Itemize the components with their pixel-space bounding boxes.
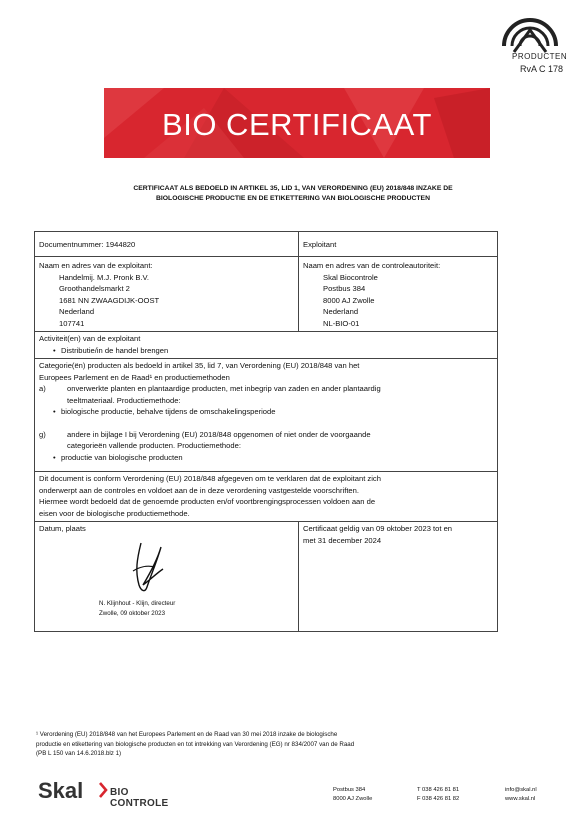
category-text: teeltmateriaal. Productiemethode: <box>67 395 181 405</box>
authority-line: 8000 AJ Zwolle <box>323 295 375 305</box>
heading-line: BIOLOGISCHE PRODUCTIE EN DE ETIKETTERING VAN BIOLOGISCHE PRODUCTEN <box>155 195 431 202</box>
operator-label: Naam en adres van de exploitant: <box>39 261 153 270</box>
footer-web[interactable]: www.skal.nl <box>505 796 536 802</box>
activities-row <box>35 331 497 358</box>
statement-row <box>35 471 497 521</box>
doc-row <box>35 232 497 256</box>
logo-subtitle: BIO CONTROLE <box>110 787 169 809</box>
operator-cell <box>35 257 299 331</box>
footnote-line: (PB L 150 van 14.6.2018.blz 1) <box>36 750 122 757</box>
authority-line: Postbus 384 <box>323 284 366 293</box>
heading-line: CERTIFICAAT ALS BEDOELD IN ARTIKEL 35, LID 1, VAN VERORDENING (EU) 2018/848 INZAKE DE <box>133 185 453 192</box>
footer-tel: T 038 426 81 81 <box>417 787 460 793</box>
logo-wordmark: Skal <box>38 778 84 803</box>
activity-item: • Distributie/in de handel brengen <box>39 345 493 357</box>
signature-label: Datum, plaats <box>39 524 86 533</box>
footnote-line: ¹ Verordening (EU) 2018/848 van het Europees Parlement en de Raad van 30 mei 2018 inzake de biologische <box>36 731 338 738</box>
authority-line: Skal Biocontrole <box>323 272 378 282</box>
category-method: • biologische productie, behalve tijdens de omschakelingsperiode <box>39 406 493 418</box>
seal-code: RvA C 178 <box>520 64 564 74</box>
operator-line: Groothandelsmarkt 2 <box>59 284 130 293</box>
operator-line: 1681 NN ZWAAGDIJK-OOST <box>59 295 160 305</box>
handwritten-signature <box>127 541 167 597</box>
authority-label: Naam en adres van de controleautoriteit: <box>303 261 441 270</box>
operator-line: Handelmij. M.J. Pronk B.V. <box>59 272 150 282</box>
footer-postbus: Postbus 384 <box>333 787 366 793</box>
categories-label: Categorie(ën) producten als bedoeld in artikel 35, lid 7, van Verordening (EU) 2018/848 van het <box>39 361 360 370</box>
footnote-line: productie en etikettering van biologische producten en tot intrekking van Verordening (EG) nr 834/2007 van de Raad <box>36 740 355 748</box>
category-text: categorieën vallende producten. Productiemethode: <box>67 441 241 450</box>
category-g <box>39 429 493 452</box>
categories-row <box>35 358 497 471</box>
category-method: • productie van biologische producten <box>39 452 493 464</box>
document-number: Documentnummer: 1944820 <box>35 232 299 256</box>
accreditation-seal <box>494 12 566 82</box>
footnote <box>36 730 466 759</box>
statement-line: eisen voor de biologische productiemethode. <box>39 508 190 518</box>
categories-label: Europees Parlement en de Raad¹ en productiemethoden <box>39 372 230 382</box>
footer-contact <box>505 786 537 804</box>
category-a <box>39 383 493 406</box>
statement-line: Hiermee wordt bedoeld dat de genoemde producten en/of voortbrengingsprocessen voldoen aan de <box>39 497 376 506</box>
operator-line: 107741 <box>59 318 85 328</box>
footer-city: 8000 AJ Zwolle <box>333 796 373 802</box>
statement-line: onderwerpt aan de controles en voldoet aan de in deze verordening vastgestelde voorschriften. <box>39 485 359 495</box>
certificate-heading <box>60 184 526 204</box>
authority-line: Nederland <box>323 307 359 316</box>
activities-label: Activiteit(en) van de exploitant <box>39 334 141 343</box>
category-text: onverwerkte planten en plantaardige producten, met inbegrip van zaden en ander plantaardig <box>67 384 381 393</box>
category-key: a) <box>39 384 46 393</box>
category-text: andere in bijlage I bij Verordening (EU) 2018/848 opgenomen of niet onder de voorgaande <box>67 429 371 439</box>
authority-cell <box>299 257 497 331</box>
address-row <box>35 256 497 331</box>
validity-line: met 31 december 2024 <box>303 535 382 545</box>
footer-phone <box>417 786 459 804</box>
operator-line: Nederland <box>59 307 95 316</box>
chevron-right-icon <box>98 782 108 798</box>
signature-cell <box>35 522 299 631</box>
certificate-table <box>34 231 498 632</box>
footer-address <box>333 786 372 804</box>
signature-row <box>35 521 497 631</box>
certificate-banner <box>104 88 490 158</box>
category-key: g) <box>39 429 46 439</box>
footer-fax: F 038 426 81 82 <box>417 796 460 802</box>
seal-text: PRODUCTEN <box>512 52 568 61</box>
exploitant-label: Exploitant <box>303 240 337 249</box>
validity-line: Certificaat geldig van 09 oktober 2023 tot en <box>303 524 453 533</box>
banner-title: BIO CERTIFICAAT <box>162 107 432 142</box>
signatory-name: N. Klijnhout - Klijn, directeur <box>99 599 176 607</box>
rva-seal-icon <box>494 12 566 56</box>
signature-place-date: Zwolle, 09 oktober 2023 <box>99 609 166 617</box>
authority-line: NL-BIO-01 <box>323 318 360 328</box>
statement-line: Dit document is conform Verordening (EU) 2018/848 afgegeven om te verklaren dat de exploitant zich <box>39 474 381 483</box>
validity-cell <box>299 522 497 631</box>
footer-email[interactable]: info@skal.nl <box>505 787 537 793</box>
